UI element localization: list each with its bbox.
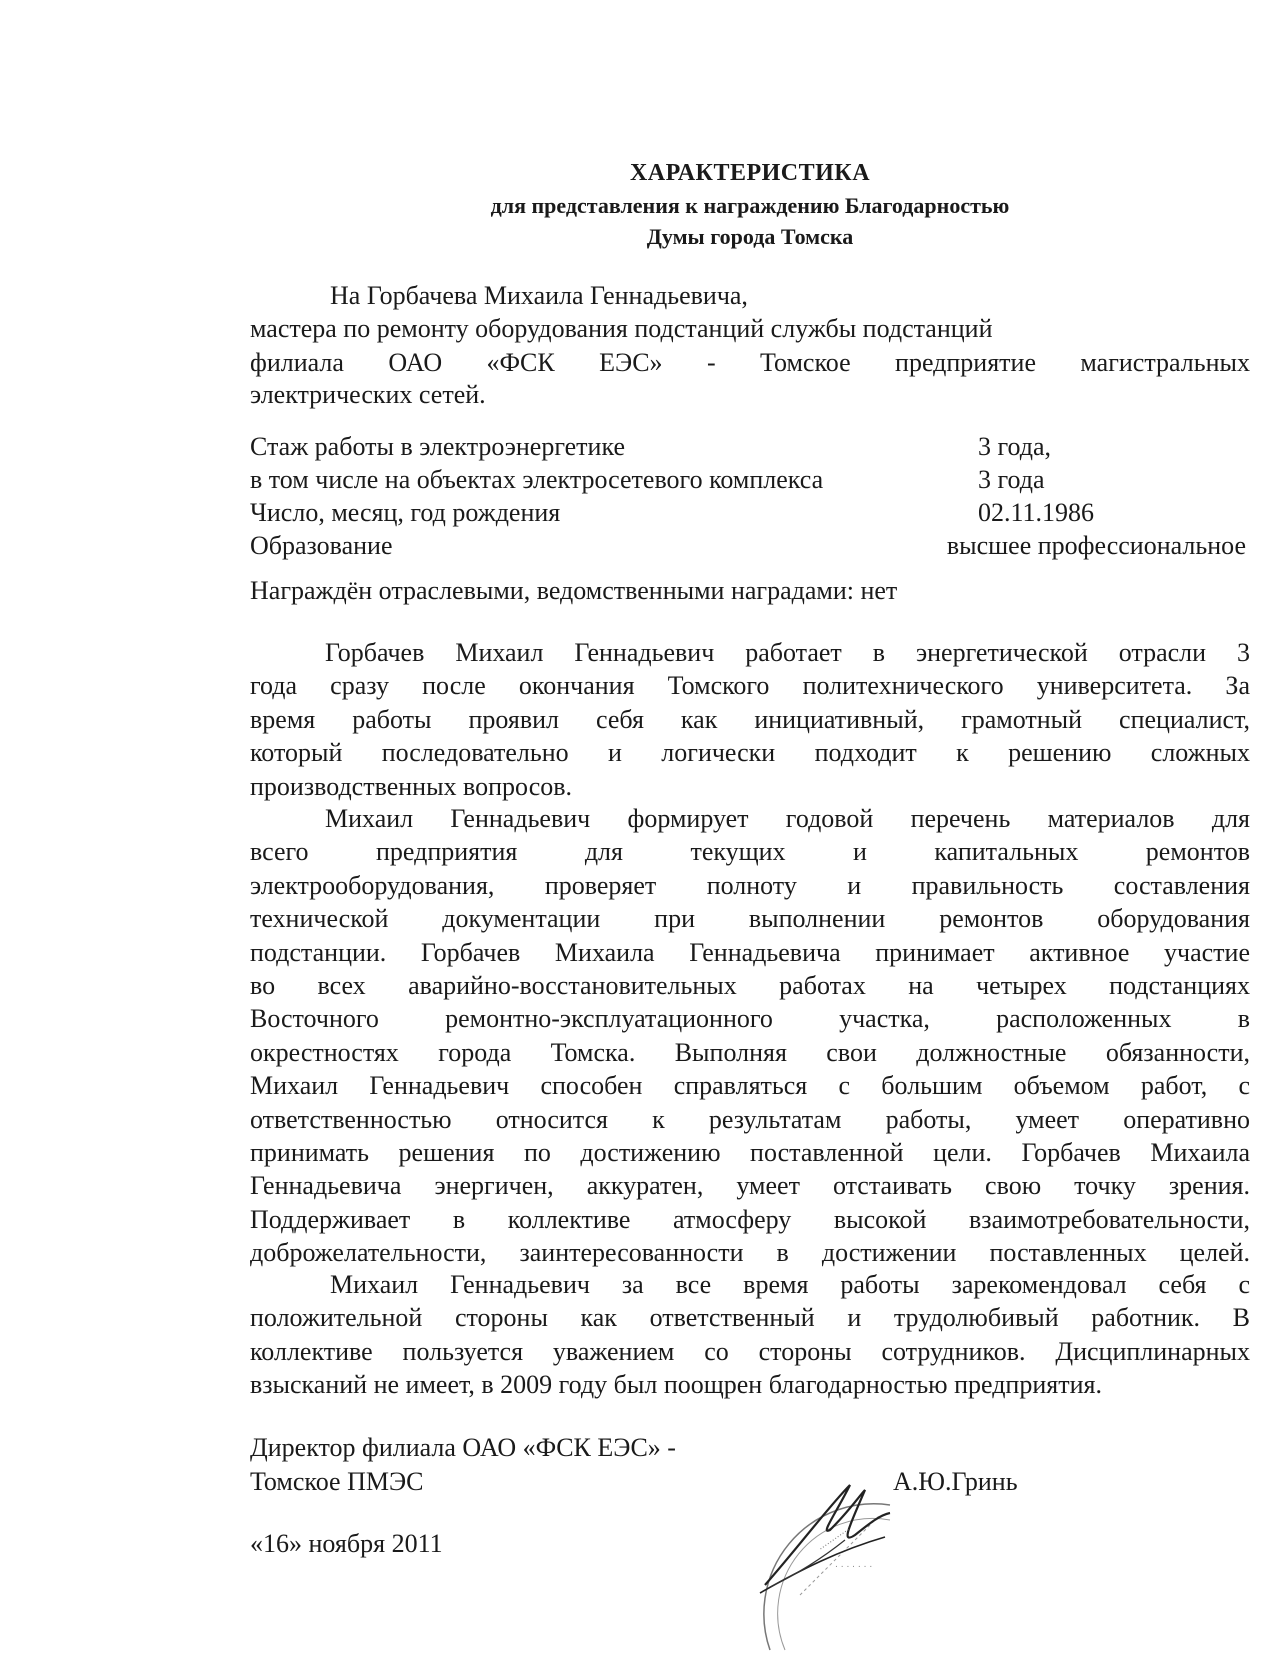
paragraph-line: Михаил Геннадьевич формирует годовой перечень материалов для	[325, 804, 1250, 833]
paragraph-line: Поддерживает в коллективе атмосферу высокой взаимотребовательности,	[250, 1204, 1250, 1234]
recipient-name: На Горбачева Михаила Геннадьевича,	[330, 281, 748, 310]
svg-text:…………: …………	[815, 1523, 852, 1553]
signature-stamp	[740, 1475, 1020, 1655]
paragraph-line: доброжелательности, заинтересованности в достижении поставленных целей.	[250, 1238, 1250, 1268]
handwritten-signature-icon	[740, 1475, 1020, 1655]
paragraph-line: года сразу после окончания Томского политехнического университета. За	[250, 671, 1250, 701]
document-subtitle-line2: Думы города Томска	[646, 224, 854, 249]
paragraph-line: Михаил Геннадьевич за все время работы зарекомендовал себя с	[330, 1270, 1250, 1299]
recipient-position: мастера по ремонту оборудования подстанций службы подстанций	[250, 314, 993, 343]
svg-text:. . . . . . .: . . . . . . .	[835, 1560, 873, 1570]
paragraph-line: который последовательно и логически подходит к решению сложных	[250, 738, 1250, 768]
paragraph-line: Восточного ремонтно-эксплуатационного участка, расположенных в	[250, 1004, 1250, 1034]
signer-position-line2: Томское ПМЭС	[250, 1467, 424, 1496]
signer-position-line1: Директор филиала ОАО «ФСК ЕЭС» -	[250, 1433, 676, 1462]
document-date: «16» ноября 2011	[250, 1529, 443, 1558]
recipient-organization: филиала ОАО «ФСК ЕЭС» - Томское предприятие магистральных	[250, 348, 1250, 377]
detail-label: в том числе на объектах электросетевого комплекса	[250, 465, 824, 494]
paragraph-line: технической документации при выполнении ремонтов оборудования	[250, 904, 1250, 934]
paragraph-line: Горбачев Михаил Геннадьевич работает в энергетической отрасли 3	[325, 638, 1250, 667]
paragraph-line: Михаил Геннадьевич способен справляться с большим объемом работ, с	[250, 1071, 1250, 1101]
detail-value: высшее профессиональное	[946, 531, 1246, 560]
title-block	[250, 0, 1250, 260]
paragraph-line: коллективе пользуется уважением со стороны сотрудников. Дисциплинарных	[250, 1336, 1250, 1366]
signer-name: А.Ю.Гринь	[893, 1467, 1018, 1496]
paragraph-line: Геннадьевича энергичен, аккуратен, умеет отстаивать свою точку зрения.	[250, 1171, 1250, 1201]
paragraph-line: всего предприятия для текущих и капитальных ремонтов	[250, 837, 1250, 867]
paragraph-line: производственных вопросов.	[250, 771, 573, 801]
paragraph-line: взысканий не имеет, в 2009 году был поощрен благодарностью предприятия.	[250, 1370, 1102, 1400]
paragraph-line: во всех аварийно-восстановительных работах на четырех подстанциях	[250, 971, 1250, 1000]
paragraph-line: подстанции. Горбачев Михаила Геннадьевича принимает активное участие	[250, 937, 1250, 967]
detail-label: Образование	[250, 531, 393, 560]
awards-line: Награждён отраслевыми, ведомственными наградами: нет	[250, 576, 898, 605]
paragraph-line: положительной стороны как ответственный и трудолюбивый работник. В	[250, 1303, 1250, 1333]
recipient-organization-cont: электрических сетей.	[250, 380, 486, 409]
paragraph-line: окрестностях города Томска. Выполняя свои должностные обязанности,	[250, 1037, 1250, 1067]
document-subtitle-line1: для представления к награждению Благодарностью	[490, 193, 1010, 218]
detail-value: 3 года,	[978, 432, 1052, 461]
paragraph-line: ответственностью относится к результатам работы, умеет оперативно	[250, 1104, 1250, 1134]
detail-label: Число, месяц, год рождения	[250, 498, 561, 527]
paragraph-line: электрооборудования, проверяет полноту и правильность составления	[250, 870, 1250, 900]
document-title: ХАРАКТЕРИСТИКА	[629, 160, 871, 186]
detail-value: 02.11.1986	[978, 498, 1095, 527]
detail-label: Стаж работы в электроэнергетике	[250, 432, 625, 461]
detail-value: 3 года	[978, 465, 1045, 494]
paragraph-line: принимать решения по достижению поставленной цели. Горбачев Михаила	[250, 1138, 1250, 1167]
paragraph-line: время работы проявил себя как инициативный, грамотный специалист,	[250, 704, 1250, 734]
